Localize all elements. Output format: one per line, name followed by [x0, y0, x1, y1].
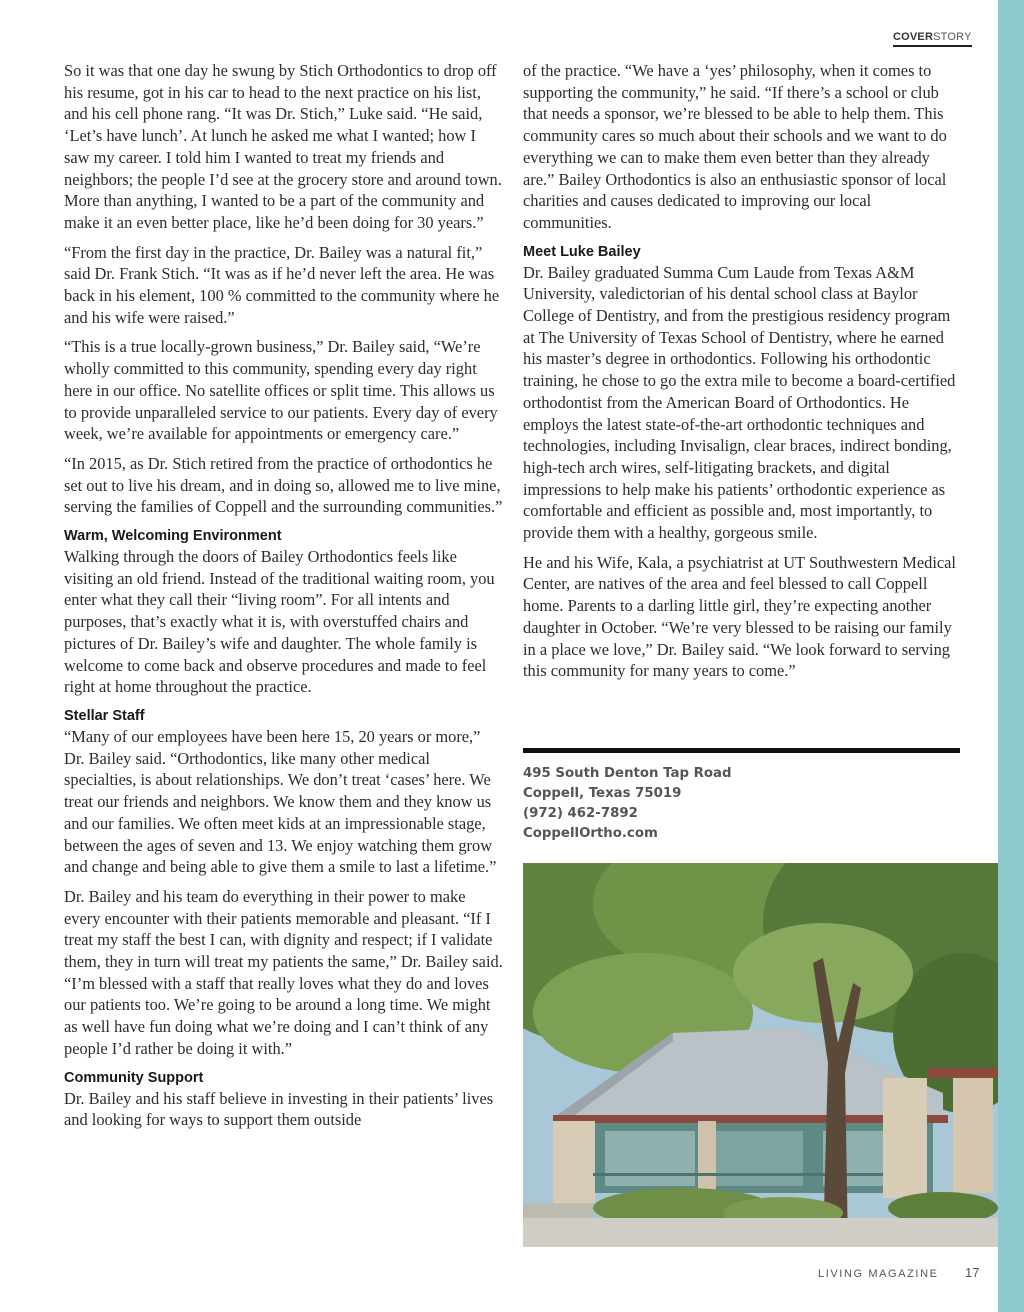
divider-rule — [523, 748, 960, 753]
office-building-photo — [523, 863, 998, 1247]
paragraph: “Many of our employees have been here 15, 20 years or more,” Dr. Bailey said. “Orthodontics, like many other medical specialties, is about relationships. We don’t treat ‘cases’ here. We treat our friends and neighbors. We know them and they know us and our families. We often meet kids at an impressionable stage, between the ages of seven and 13. We enjoy watching them grow and change and being able to give them a smile to last a lifetime.” — [64, 726, 497, 877]
paragraph: Dr. Bailey graduated Summa Cum Laude from Texas A&M University, valedictorian of his dental school class at Baylor College of Dentistry, and from the prestigious residency program at The University of Texas School of Dentistry, where he earned his master’s degree in orthodontics. Following his orthodontic training, he chose to go the extra mile to become a board-certified orthodontist from the American Board of Orthodontics. He employs the latest state-of-the-art orthodontic techniques and technologies, including Invisalign, clear braces, indirect bonding, high-tech arch wires, self-litigating brackets, and digital impressions to help make his patients’ orthodontic experience as comfortable and efficient as possible and, most importantly, to provide them with a healthy, gorgeous smile. — [523, 262, 956, 543]
subhead-warm-environment: Warm, Welcoming Environment — [64, 528, 282, 545]
subhead-meet-luke-bailey: Meet Luke Bailey — [523, 243, 641, 260]
left-column — [64, 60, 504, 1139]
paragraph: “From the first day in the practice, Dr. Bailey was a natural fit,” said Dr. Frank Stich. “It was as if he’d never left the area. He was back in his element, 100 % committed to the community where he and his wife were raised.” — [64, 242, 500, 327]
section-tag — [893, 31, 972, 47]
subhead-community-support: Community Support — [64, 1069, 204, 1086]
paragraph: Dr. Bailey and his team do everything in their power to make every encounter with their patients memorable and pleasant. “If I treat my staff the best I can, with dignity and respect; if I validate them, they in turn will treat my patients the same,” Dr. Bailey said. “I’m blessed with a staff that really loves what they do and loves our patients too. We’re going to be around a long time. We might as well have fun doing what we’re doing and I can’t think of any people I’d rather be doing it with.” — [64, 886, 503, 1058]
paragraph: “This is a true locally-grown business,” Dr. Bailey said, “We’re wholly committed to this community, spending every day right here in our office. No satellite offices or split time. This allows us to provide unparalleled service to our patients. Every day of every week, we’re available for appointments or emergency care.” — [64, 337, 498, 444]
contact-address: 495 South Denton Tap Road — [523, 766, 732, 781]
footer-magazine-name: LIVING MAGAZINE — [818, 1268, 939, 1280]
paragraph: Walking through the doors of Bailey Orthodontics feels like visiting an old friend. Instead of the traditional waiting room, you enter what they call their “living room”. For all intents and purposes, that’s exactly what it is, with overstuffed chairs and pictures of Dr. Bailey’s wife and daughter. The whole family is welcome to come back and observe procedures and made to feel right at home throughout the practice. — [64, 547, 495, 697]
paragraph: of the practice. “We have a ‘yes’ philosophy, when it comes to supporting the community,” he said. “If there’s a school or club that needs a sponsor, we’re blessed to be able to help them. This community cares so much about their schools and we want to do everything we can to make them even better than they already are.” Bailey Orthodontics is also an enthusiastic sponsor of local charities and causes dedicated to improving our local communities. — [523, 61, 947, 232]
paragraph: “In 2015, as Dr. Stich retired from the practice of orthodontics he set out to live his dream, and in doing so, allowed me to live mine, serving the families of Coppell and the surrounding communities.” — [64, 453, 503, 517]
paragraph: He and his Wife, Kala, a psychiatrist at UT Southwestern Medical Center, are natives of the area and feel blessed to call Coppell home. Parents to a darling little girl, they’re expecting another daughter in October. “We’re very blessed to be raising our family in a place we love,” Dr. Bailey said. “We look forward to serving this community for many years to come.” — [523, 552, 956, 681]
paragraph: So it was that one day he swung by Stich Orthodontics to drop off his resume, got in his car to head to the next practice on his list, and his cell phone rang. “It was Dr. Stich,” Luke said. “He said, ‘Let’s have lunch’. At lunch he asked me what I wanted; how I saw my career. I told him I wanted to treat my friends and neighbors; the people I’d see at the grocery store and around town. More than anything, I wanted to be a part of the community and make it an even better place, like he’d been doing for 30 years.” — [64, 61, 502, 232]
contact-city: Coppell, Texas 75019 — [523, 786, 682, 801]
right-column — [523, 60, 963, 690]
footer-page-number: 17 — [965, 1265, 980, 1280]
paragraph: Dr. Bailey and his staff believe in investing in their patients’ lives and looking for ways to support them outside — [64, 1088, 494, 1130]
section-tag-bold: COVER — [893, 31, 934, 43]
subhead-stellar-staff: Stellar Staff — [64, 707, 145, 724]
contact-block — [523, 764, 823, 844]
section-tag-light: STORY — [933, 31, 972, 43]
contact-website[interactable]: CoppellOrtho.com — [523, 826, 658, 841]
side-accent-bar — [998, 0, 1024, 1312]
contact-phone: (972) 462-7892 — [523, 806, 638, 821]
